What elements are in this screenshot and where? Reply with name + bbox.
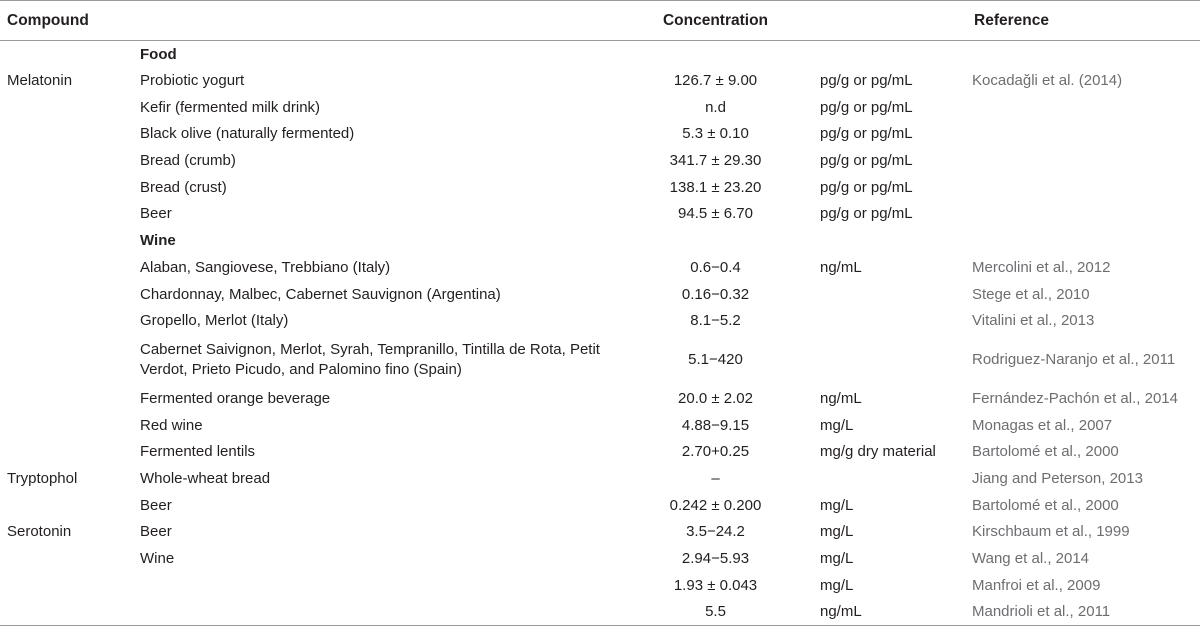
source-cell: Chardonnay, Malbec, Cabernet Sauvignon (Argentina) <box>140 285 501 303</box>
compound-cell <box>0 385 138 412</box>
unit-cell: mg/L <box>820 416 854 434</box>
unit-cell: mg/L <box>820 523 854 541</box>
value-cell: 4.88−9.15 <box>681 416 750 434</box>
table-row <box>0 519 1200 546</box>
header-unit <box>798 1 972 41</box>
reference-cell: Jiang and Peterson, 2013 <box>972 469 1143 487</box>
table-row <box>0 545 1200 572</box>
table-row <box>0 572 1200 599</box>
table-row <box>0 334 1200 385</box>
reference-cell <box>972 94 1200 121</box>
value-cell <box>633 227 798 254</box>
source-cell: Beer <box>140 496 172 514</box>
table-row <box>0 412 1200 439</box>
compound-cell <box>0 334 138 385</box>
reference-cell <box>972 121 1200 148</box>
value-cell: 0.242 ± 0.200 <box>669 496 762 514</box>
value-cell: 5.1−420 <box>688 351 743 369</box>
compound-cell <box>0 254 138 281</box>
unit-cell: mg/L <box>820 496 854 514</box>
unit-cell: ng/mL <box>820 258 862 276</box>
source-cell: Black olive (naturally fermented) <box>140 125 355 143</box>
unit-cell: pg/g or pg/mL <box>820 178 913 196</box>
value-cell: 341.7 ± 29.30 <box>669 152 762 170</box>
header-source <box>138 1 633 41</box>
source-cell: Beer <box>140 205 172 223</box>
source-cell: Alaban, Sangiovese, Trebbiano (Italy) <box>140 258 391 276</box>
compound-cell <box>0 281 138 308</box>
reference-cell <box>972 41 1200 68</box>
reference-cell: Mandrioli et al., 2011 <box>972 599 1200 626</box>
compound-cell <box>0 41 138 68</box>
reference-cell: Manfroi et al., 2009 <box>972 576 1101 594</box>
reference-cell <box>972 227 1200 254</box>
value-cell: – <box>711 469 720 487</box>
unit-cell <box>798 281 972 308</box>
unit-cell: pg/g or pg/mL <box>820 98 913 116</box>
source-cell: Bread (crust) <box>140 178 227 196</box>
compound-cell <box>0 94 138 121</box>
value-cell <box>633 41 798 68</box>
source-cell: Fermented lentils <box>140 443 256 461</box>
header-concentration: Concentration <box>633 1 798 41</box>
value-cell: 1.93 ± 0.043 <box>673 576 758 594</box>
source-cell: Whole-wheat bread <box>140 469 271 487</box>
compound-cell <box>0 201 138 228</box>
unit-cell: mg/L <box>820 550 854 568</box>
compound-cell <box>0 572 138 599</box>
table-row <box>0 147 1200 174</box>
compound-cell <box>0 545 138 572</box>
table-row <box>0 121 1200 148</box>
unit-cell <box>798 307 972 334</box>
table-row <box>0 599 1200 626</box>
compound-cell: Melatonin <box>7 72 73 90</box>
value-cell: 20.0 ± 2.02 <box>678 389 753 407</box>
table-row <box>0 94 1200 121</box>
source-cell: Cabernet Saivignon, Merlot, Syrah, Tempranillo, Tintilla de Rota, Petit Verdot, Prieto Picudo, and Palomino fino (Spain) <box>140 340 600 378</box>
reference-cell: Fernández-Pachón et al., 2014 <box>972 389 1178 407</box>
table-header <box>0 1 1200 41</box>
source-cell: Gropello, Merlot (Italy) <box>140 312 289 330</box>
unit-cell <box>798 41 972 68</box>
section-label: Wine <box>140 232 176 250</box>
unit-cell: mg/g dry material <box>820 443 936 461</box>
unit-cell: ng/mL <box>798 599 972 626</box>
compound-cell <box>0 174 138 201</box>
value-cell: 3.5−24.2 <box>686 523 745 541</box>
source-cell: Fermented orange beverage <box>140 389 331 407</box>
table-row <box>0 465 1200 492</box>
compound-cell <box>0 307 138 334</box>
source-cell: Wine <box>140 550 175 568</box>
reference-cell: Kocadağli et al. (2014) <box>972 72 1123 90</box>
reference-cell: Wang et al., 2014 <box>972 550 1090 568</box>
unit-cell <box>798 334 972 385</box>
value-cell: 5.5 <box>633 599 798 626</box>
table-row <box>0 254 1200 281</box>
table-row <box>0 67 1200 94</box>
source-cell: Beer <box>140 523 172 541</box>
table-row <box>0 307 1200 334</box>
compound-cell <box>0 492 138 519</box>
reference-cell <box>972 147 1200 174</box>
value-cell: 5.3 ± 0.10 <box>682 125 749 143</box>
unit-cell: pg/g or pg/mL <box>820 152 913 170</box>
section-label: Food <box>140 45 177 63</box>
table-row <box>0 385 1200 412</box>
unit-cell: pg/g or pg/mL <box>820 72 913 90</box>
compound-cell <box>0 147 138 174</box>
reference-cell <box>972 201 1200 228</box>
reference-cell: Kirschbaum et al., 1999 <box>972 523 1130 541</box>
reference-cell: Monagas et al., 2007 <box>972 416 1113 434</box>
source-cell <box>138 572 633 599</box>
compound-cell <box>0 412 138 439</box>
compound-cell: Serotonin <box>7 523 72 541</box>
reference-cell: Mercolini et al., 2012 <box>972 258 1111 276</box>
table-row <box>0 492 1200 519</box>
source-cell: Probiotic yogurt <box>140 72 245 90</box>
reference-cell: Rodriguez-Naranjo et al., 2011 <box>972 351 1176 369</box>
source-cell: Kefir (fermented milk drink) <box>140 98 321 116</box>
reference-cell: Bartolomé et al., 2000 <box>972 496 1119 514</box>
unit-cell: mg/L <box>820 576 854 594</box>
value-cell: 2.70+0.25 <box>681 443 750 461</box>
table-body <box>0 41 1200 626</box>
header-row <box>0 1 1200 41</box>
reference-cell <box>972 174 1200 201</box>
header-reference: Reference <box>972 1 1200 41</box>
value-cell: 0.16−0.32 <box>681 285 750 303</box>
value-cell: n.d <box>705 98 726 116</box>
header-compound: Compound <box>0 1 138 41</box>
value-cell: 94.5 ± 6.70 <box>678 205 753 223</box>
unit-cell <box>798 227 972 254</box>
reference-cell: Vitalini et al., 2013 <box>972 312 1095 330</box>
source-cell <box>138 599 633 626</box>
unit-cell <box>798 465 972 492</box>
unit-cell: ng/mL <box>820 389 862 407</box>
value-cell: 8.1−5.2 <box>690 312 741 330</box>
value-cell: 126.7 ± 9.00 <box>673 72 758 90</box>
compound-cell: Tryptophol <box>7 469 78 487</box>
unit-cell: pg/g or pg/mL <box>820 205 913 223</box>
compound-cell <box>0 599 138 626</box>
table-row <box>0 438 1200 465</box>
value-cell: 138.1 ± 23.20 <box>669 178 762 196</box>
value-cell: 0.6−0.4 <box>690 258 741 276</box>
table-row <box>0 201 1200 228</box>
unit-cell: pg/g or pg/mL <box>820 125 913 143</box>
compound-cell <box>0 121 138 148</box>
reference-cell: Bartolomé et al., 2000 <box>972 443 1119 461</box>
compound-cell <box>0 227 138 254</box>
source-cell: Red wine <box>140 416 203 434</box>
section-row <box>0 41 1200 68</box>
table-row <box>0 174 1200 201</box>
reference-cell: Stege et al., 2010 <box>972 285 1090 303</box>
compound-cell <box>0 438 138 465</box>
table-row <box>0 281 1200 308</box>
section-row <box>0 227 1200 254</box>
value-cell: 2.94−5.93 <box>681 550 750 568</box>
source-cell: Bread (crumb) <box>140 152 236 170</box>
